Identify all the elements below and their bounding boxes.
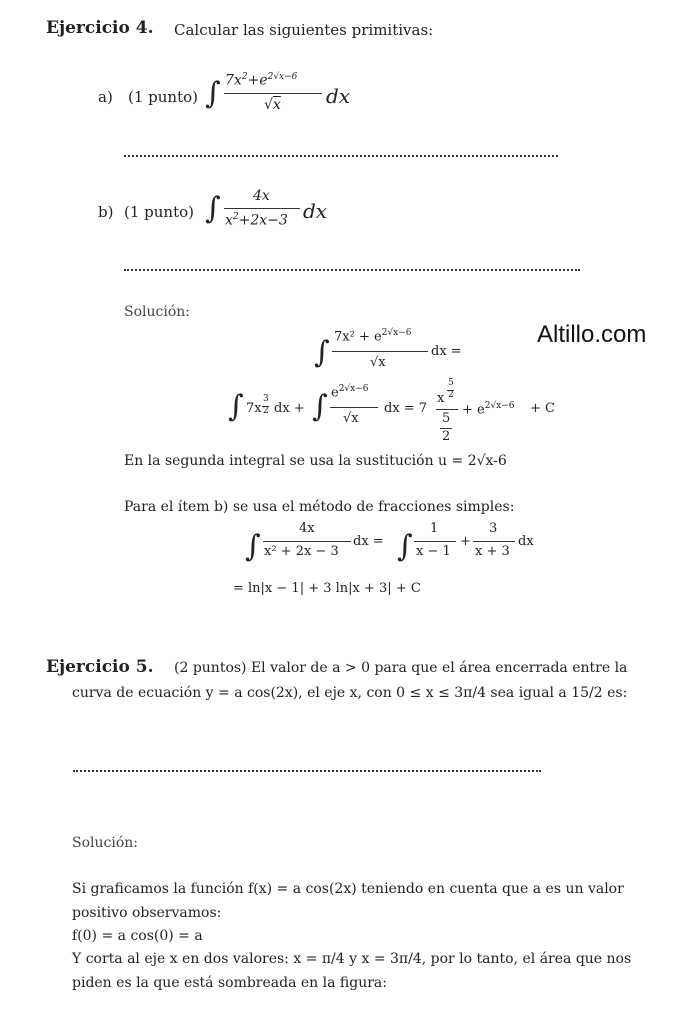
solution-1-tail: dx = (431, 344, 462, 359)
ej5-body-2: positivo observamos: (72, 905, 222, 921)
fraction-bar (224, 208, 300, 209)
solution-2-denominator: √x (343, 411, 359, 426)
b-f2-denominator: x + 3 (475, 544, 510, 559)
ejercicio-4-prompt: Calcular las siguientes primitivas: (174, 21, 434, 39)
b-eq: dx = (353, 534, 384, 549)
solution-2-plus-e: + $e^{2√x-6}$ (462, 401, 515, 418)
b-f1-numerator: 1 (430, 521, 439, 536)
ejercicio-5-line-2: curva de ecuación y = a cos(2x), el eje x, con 0 ≤ x ≤ 3π/4 sea igual a 15/2 es: (72, 685, 628, 701)
b-denominator: x² + 2x − 3 (264, 544, 339, 559)
integral-sign: ∫ (205, 76, 221, 111)
exp-denominator: 2 (263, 406, 269, 416)
solution-1-numerator: $7x^2 + e^{2√x-6}$ (334, 328, 412, 345)
item-a-denominator: √x (264, 97, 281, 113)
b-dx: dx (518, 534, 534, 549)
solution-2-eq: dx = 7 (384, 401, 428, 416)
substitution-note: En la segunda integral se usa la sustitución u = 2√x-6 (124, 453, 507, 469)
b-f2-numerator: 3 (489, 521, 498, 536)
integral-sign: ∫ (312, 389, 328, 424)
frac-den-num: 5 (442, 411, 451, 426)
b-f1-denominator: x − 1 (416, 544, 451, 559)
fraction-bar (414, 541, 456, 542)
fraction-bar (332, 351, 428, 352)
item-b-points: (1 punto) (124, 203, 194, 221)
frac-den-den: 2 (442, 429, 451, 444)
b-result: = ln|x − 1| + 3 ln|x + 3| + C (233, 581, 421, 596)
item-a-points: (1 punto) (128, 88, 198, 106)
item-b-label: b) (98, 203, 114, 221)
item-b-denominator: $x^2+2x-3$ (225, 212, 288, 229)
solution-1-denominator: √x (370, 355, 386, 370)
fraction-bar (224, 93, 322, 94)
item-b-numerator: 4x (253, 188, 270, 204)
integral-sign: ∫ (205, 191, 221, 226)
solution-title-5: Solución: (72, 835, 138, 851)
frac-numerator-exp-num: 5 (448, 378, 454, 388)
ej5-body-5: piden es la que está sombreada en la figura: (72, 975, 387, 991)
fraction-bar (473, 541, 515, 542)
integral-sign: ∫ (228, 389, 244, 424)
b-plus: + (460, 534, 471, 549)
fraction-bar (263, 541, 351, 542)
item-a-numerator: $7x^2+e^{2√x-6}$ (225, 72, 298, 89)
solution-2-c: + C (530, 401, 555, 416)
answer-line-5 (73, 770, 541, 772)
solution-2-term1: 7x (246, 401, 262, 416)
solution-title: Solución: (124, 304, 190, 320)
fraction-bar (330, 407, 378, 408)
integral-sign: ∫ (397, 529, 413, 564)
altillo-brand: Altillo.com (537, 321, 647, 348)
solution-2-numerator: $e^{2√x-6}$ (331, 384, 369, 401)
ejercicio-5-heading: Ejercicio 5. (46, 657, 154, 677)
integral-sign: ∫ (314, 335, 330, 370)
b-numerator: 4x (299, 521, 315, 536)
ejercicio-5-line-1: (2 puntos) El valor de a > 0 para que el área encerrada entre la (174, 660, 628, 676)
integral-sign: ∫ (245, 529, 261, 564)
frac-numerator-base: x (437, 391, 445, 406)
ej5-body-1: Si graficamos la función f(x) = a cos(2x) teniendo en cuenta que a es un valor (72, 881, 624, 897)
ej5-body-4: Y corta al eje x en dos valores: x = π/4 y x = 3π/4, por lo tanto, el área que nos (72, 951, 632, 967)
ejercicio-4-heading: Ejercicio 4. (46, 18, 154, 38)
exp-numerator: 3 (263, 394, 269, 404)
item-a-dx: dx (326, 84, 351, 108)
fraction-bar (436, 409, 458, 410)
answer-line-a (124, 155, 558, 157)
item-a-label: a) (98, 88, 113, 106)
frac-numerator-exp-den: 2 (448, 390, 454, 400)
method-note: Para el ítem b) se usa el método de fracciones simples: (124, 499, 515, 515)
solution-2-dx-plus: dx + (274, 401, 305, 416)
item-b-dx: dx (303, 199, 328, 223)
answer-line-b (124, 269, 580, 271)
ej5-body-3: f(0) = a cos(0) = a (72, 928, 203, 944)
